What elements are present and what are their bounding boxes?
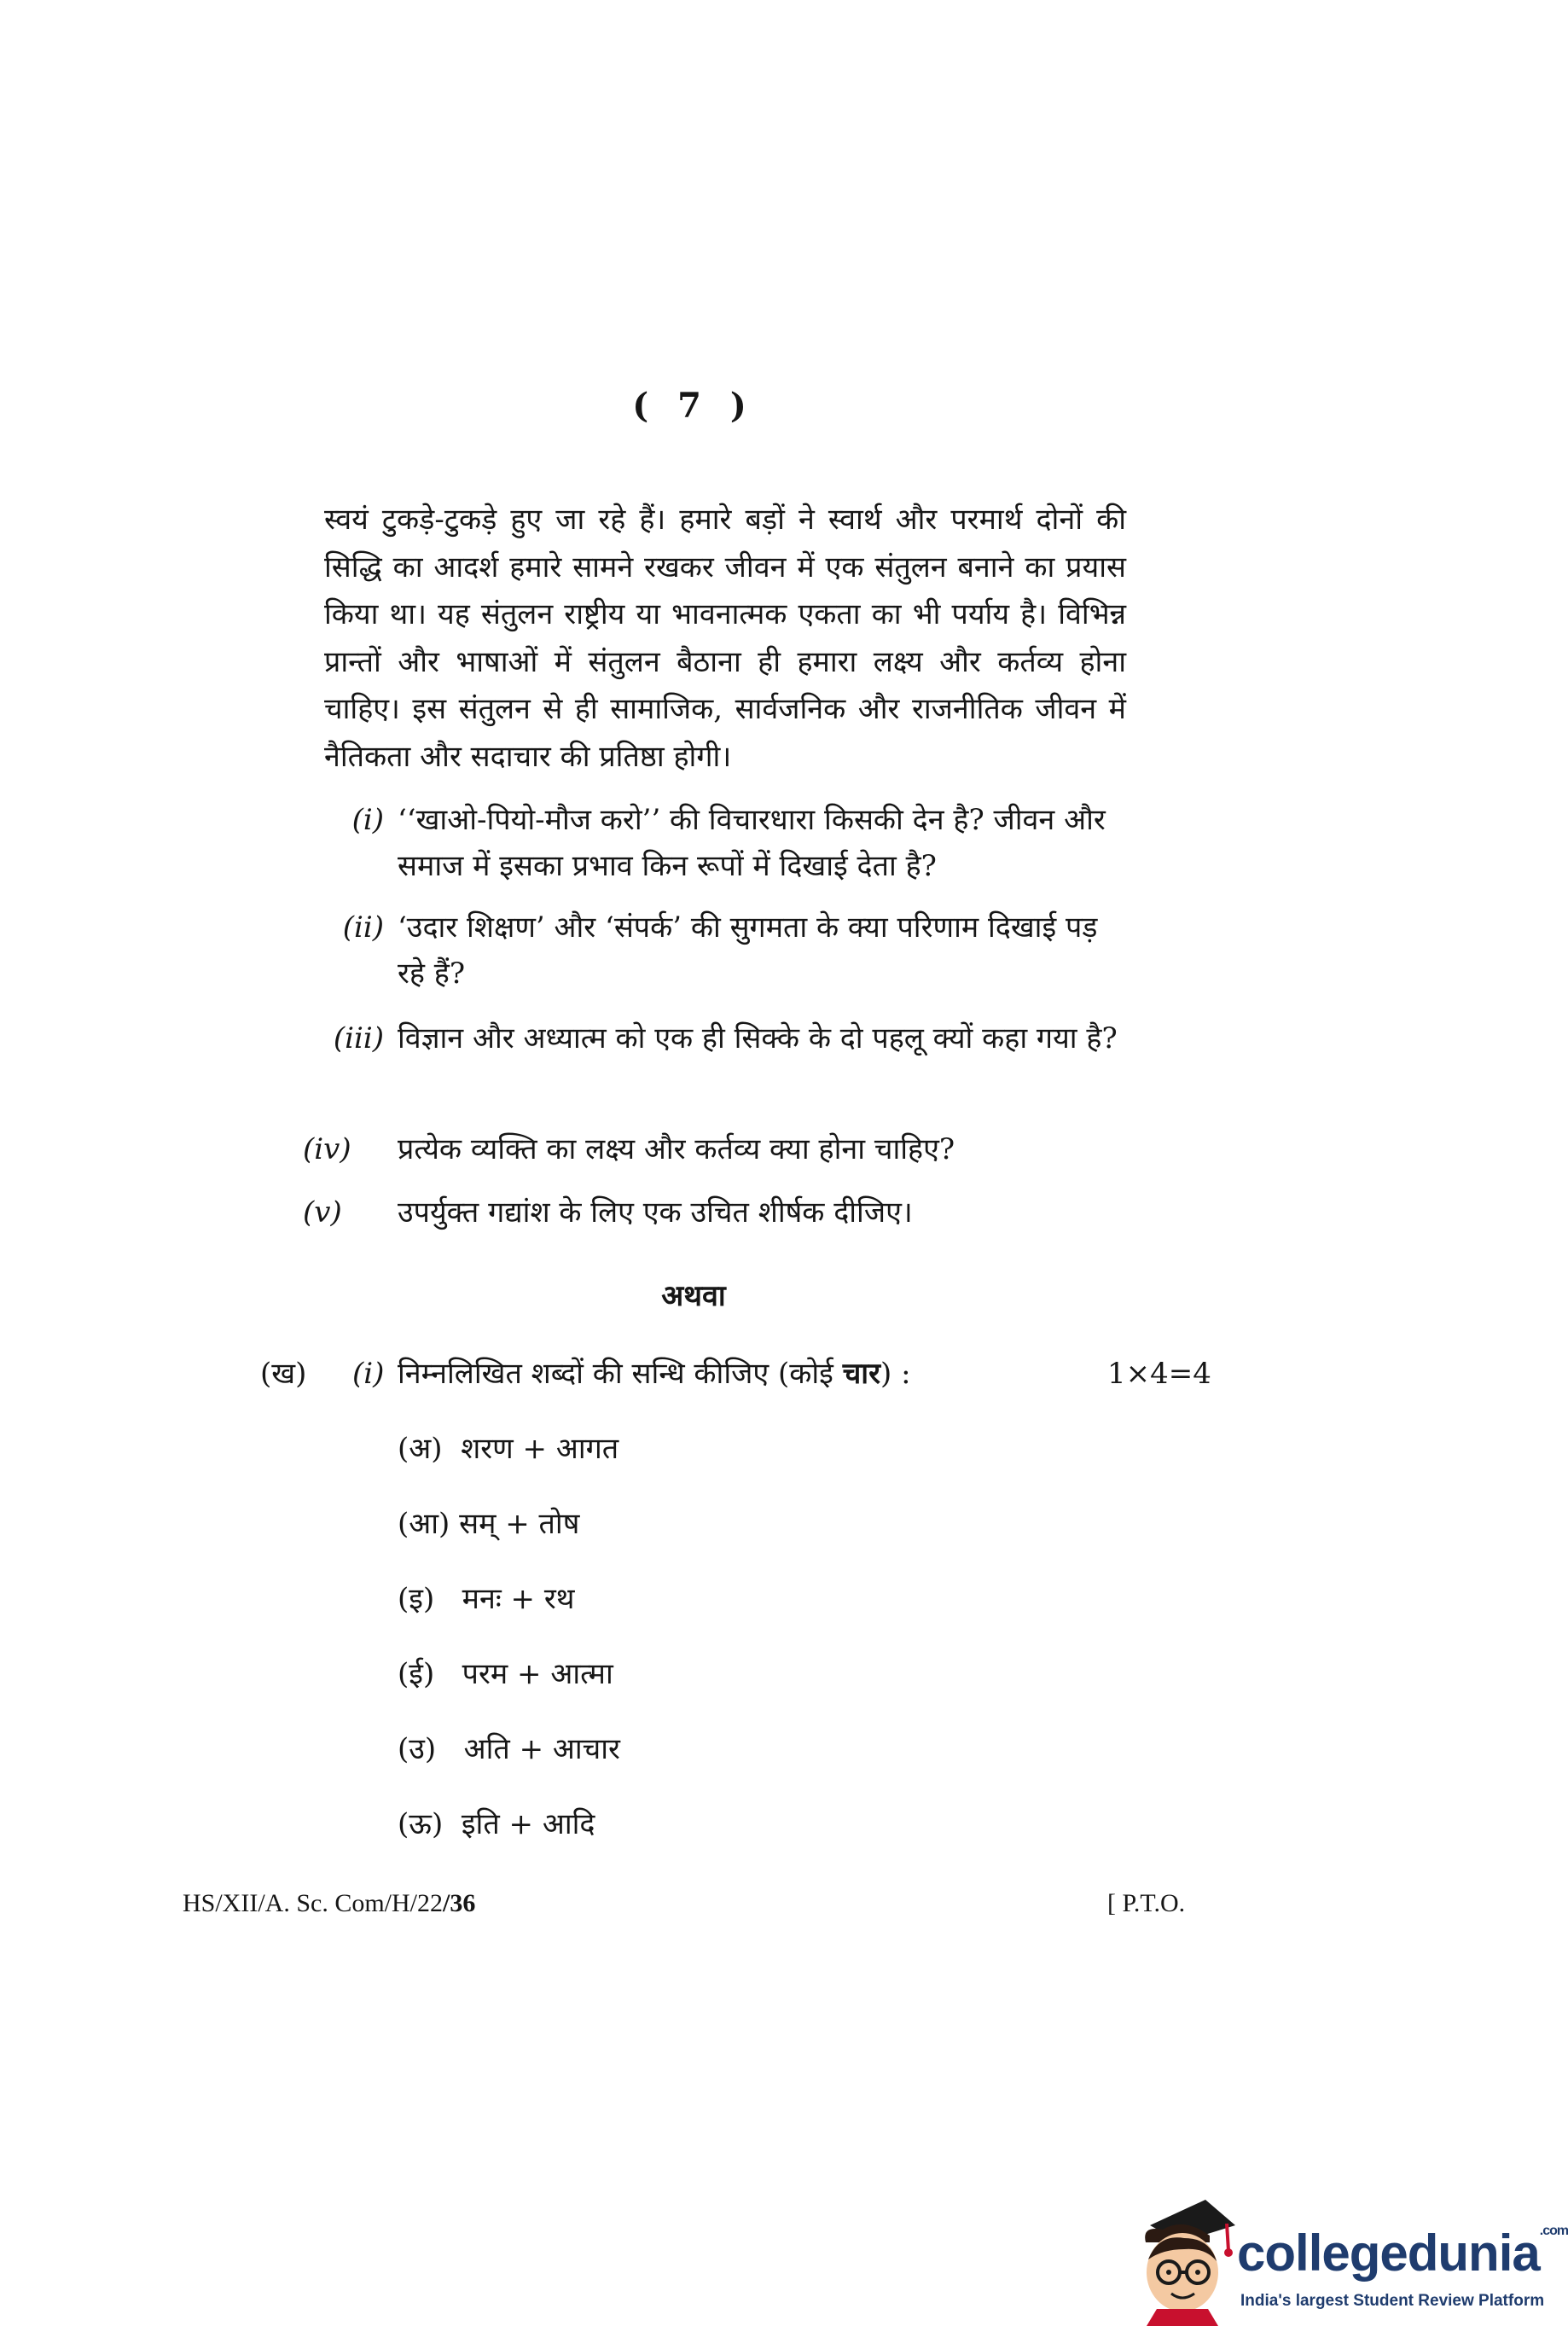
item-text: अति + आचार [463, 1732, 620, 1766]
brand-name [1237, 2224, 1568, 2282]
mascot-icon [1124, 2191, 1244, 2326]
sub-question-number: (i) [352, 1357, 385, 1391]
item-text: इति + आदि [461, 1807, 595, 1841]
item-text: शरण + आगत [461, 1432, 619, 1466]
instruction-text: निम्नलिखित शब्दों की सन्धि कीजिए (कोई [398, 1357, 843, 1391]
item-label: (इ) [398, 1582, 435, 1616]
page-number: ( 7 ) [632, 386, 755, 426]
section-label: (ख) [260, 1357, 307, 1391]
item-label: (अ) [398, 1432, 443, 1466]
list-item [398, 1430, 618, 1468]
brand-tld: .com [1539, 2224, 1568, 2238]
brand-tagline: India's largest Student Review Platform [1240, 2292, 1545, 2310]
list-item [398, 1806, 595, 1843]
item-text: परम + आत्मा [462, 1657, 613, 1691]
item-label: (ई) [398, 1657, 435, 1691]
list-item [398, 1580, 574, 1618]
marks: 1×4=4 [1107, 1357, 1211, 1391]
item-label: (ऊ) [398, 1807, 444, 1841]
question-text: ‘‘खाओ-पियो-मौज करो’’ की विचारधारा किसकी देन है? जीवन और समाज में इसका प्रभाव किन रूपों में दिखाई देता है? [398, 803, 1106, 883]
question-text: विज्ञान और अध्यात्म को एक ही सिक्के के दो पहलू क्यों कहा गया है? [398, 1021, 1118, 1055]
item-label: (आ) [398, 1507, 450, 1541]
passage: स्वयं टुकड़े-टुकड़े हुए जा रहे हैं। हमारे बड़ों ने स्वार्थ और परमार्थ दोनों की सिद्धि का आदर्श हमारे सामने रखकर जीवन में एक संतुलन बनाने का प्रयास किया था। यह संतुलन राष्ट्रीय या भावनात्मक एकता का भी पर्याय है। विभिन्न प्रान्तों और भाषाओं में संतुलन बैठाना ही हमारा लक्ष्य और कर्तव्य होना चाहिए। इस संतुलन से ही सामाजिक, सार्वजनिक और राजनीतिक जीवन में नैतिकता और सदाचार की प्रतिष्ठा होगी। [324, 503, 1126, 774]
question-text: ‘उदार शिक्षण’ और ‘संपर्क’ की सुगमता के क्या परिणाम दिखाई पड़ रहे हैं? [398, 910, 1098, 991]
pto-label: [ P.T.O. [1107, 1889, 1186, 1917]
instruction [398, 1355, 911, 1393]
instruction-end: ) : [880, 1357, 911, 1391]
question-number: (iii) [333, 1021, 384, 1055]
question-text: उपर्युक्त गद्यांश के लिए एक उचित शीर्षक दीजिए। [398, 1195, 913, 1230]
paper-code [183, 1889, 475, 1918]
question-number: (ii) [342, 910, 384, 945]
question-text: प्रत्येक व्यक्ति का लक्ष्य और कर्तव्य क्या होना चाहिए? [398, 1132, 955, 1166]
question-number: (iv) [303, 1132, 351, 1166]
item-text: सम् + तोष [459, 1507, 580, 1541]
question-number: (v) [303, 1195, 342, 1230]
item-text: मनः + रथ [462, 1582, 575, 1616]
brand-text: collegedunia [1237, 2224, 1540, 2282]
list-item [398, 1730, 620, 1768]
paper-code-text: HS/XII/A. Sc. Com/H/22 [183, 1889, 444, 1917]
instruction-bold: चार [842, 1357, 880, 1391]
collegedunia-watermark [1124, 2191, 1568, 2326]
or-heading: अथवा [661, 1279, 726, 1313]
list-item [398, 1655, 613, 1693]
item-label: (उ) [398, 1732, 437, 1766]
question-number: (i) [351, 803, 384, 837]
list-item [398, 1505, 579, 1543]
paper-code-bold: /36 [443, 1889, 476, 1917]
